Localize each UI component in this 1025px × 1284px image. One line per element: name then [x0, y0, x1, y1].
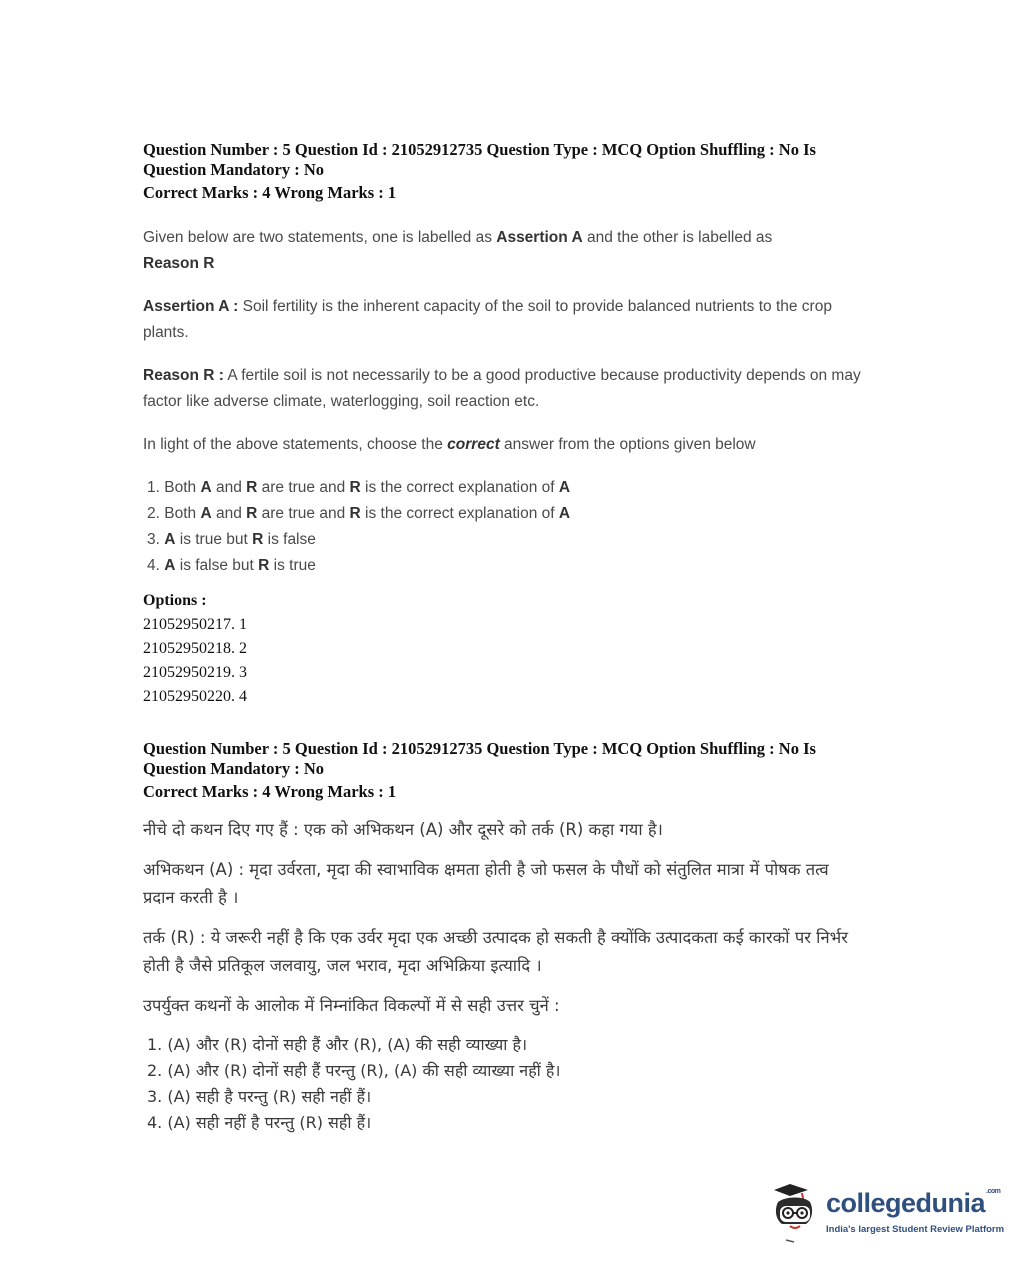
choice-item-hi: 2. (A) और (R) दोनों सही हैं परन्तु (R), (A) की सही व्याख्या नहीं है।: [147, 1061, 561, 1080]
options-title: Options :: [143, 592, 207, 609]
assertion-text: Soil fertility is the inherent capacity of the soil to provide balanced nutrients to the crop plants.: [143, 298, 832, 341]
choice-bold: R: [246, 505, 258, 522]
meta-line-3: Correct Marks : 4 Wrong Marks : 1: [143, 782, 397, 801]
choice-bold: R: [349, 505, 361, 522]
question-instruction-hi: उपर्युक्त कथनों के आलोक में निम्नांकित विकल्पों में से सही उत्तर चुनें :: [143, 996, 560, 1015]
choice-item-hi: 4. (A) सही नहीं है परन्तु (R) सही हैं।: [147, 1113, 372, 1132]
choice-text: 4.: [147, 557, 165, 574]
option-id: 21052950220. 4: [143, 688, 247, 705]
choice-text: is true: [269, 557, 316, 574]
option-id: 21052950217. 1: [143, 616, 247, 633]
choice-item: [147, 501, 863, 527]
assertion-statement-hi: अभिकथन (A) : मृदा उर्वरता, मृदा की स्वाभाविक क्षमता होती है जो फसल के पौधों को संतुलित मात्रा में पोषक तत्व प्रदान करती है ।: [143, 860, 829, 907]
choice-item-hi: 3. (A) सही है परन्तु (R) सही नहीं हैं।: [147, 1087, 372, 1106]
choice-bold: A: [200, 479, 212, 496]
choice-list-hi: [147, 1032, 863, 1136]
choice-bold: R: [258, 557, 270, 574]
choice-bold: R: [349, 479, 361, 496]
assertion-label: Assertion A :: [143, 298, 239, 315]
meta-line-1: Question Number : 5 Question Id : 21052912735 Question Type : MCQ Option Shuffling : No Is: [143, 739, 816, 758]
choice-item: [147, 475, 863, 501]
intro-assertion-label: Assertion A: [496, 229, 583, 246]
question-meta-hi: [143, 739, 863, 802]
choice-text: is false: [263, 531, 316, 548]
choice-text: is the correct explanation of: [360, 505, 559, 522]
choice-text: 3.: [147, 531, 165, 548]
choice-bold: A: [164, 557, 176, 574]
meta-line-1: Question Number : 5 Question Id : 21052912735 Question Type : MCQ Option Shuffling : No Is: [143, 140, 816, 159]
choice-bold: R: [246, 479, 258, 496]
exam-page: [143, 140, 863, 1136]
logo-wordmark: [826, 1188, 1000, 1219]
choice-text: is true but: [175, 531, 253, 548]
choice-text: 1. Both: [147, 479, 201, 496]
intro-text: Given below are two statements, one is labelled as: [143, 229, 497, 246]
logo-name: collegedunia: [826, 1188, 986, 1218]
choice-item: [147, 553, 863, 579]
logo-tagline: India's largest Student Review Platform: [826, 1224, 1005, 1235]
question-instruction: [143, 432, 863, 458]
mascot-icon: [768, 1180, 824, 1246]
choice-bold: A: [558, 479, 571, 496]
choice-text: is the correct explanation of: [360, 479, 559, 496]
choice-text: and: [211, 479, 247, 496]
options-block: [143, 589, 863, 709]
choice-bold: R: [252, 531, 264, 548]
question-intro-hi: नीचे दो कथन दिए गए हैं : एक को अभिकथन (A) और दूसरे को तर्क (R) कहा गया है।: [143, 820, 663, 839]
choice-item: [147, 527, 863, 553]
instruction-text: In light of the above statements, choose the: [143, 436, 448, 453]
question-intro: [143, 225, 863, 277]
choice-text: 2. Both: [147, 505, 201, 522]
instruction-emphasis: correct: [447, 436, 500, 453]
reason-statement: [143, 363, 863, 415]
meta-line-2: Question Mandatory : No: [143, 160, 325, 179]
choice-text: are true and: [257, 505, 350, 522]
choice-list-en: [147, 475, 863, 579]
question-meta-en: [143, 140, 863, 203]
choice-item-hi: 1. (A) और (R) दोनों सही हैं और (R), (A) की सही व्याख्या है।: [147, 1035, 528, 1054]
instruction-text-2: answer from the options given below: [499, 436, 756, 453]
option-id: 21052950219. 3: [143, 664, 247, 681]
reason-statement-hi: तर्क (R) : ये जरूरी नहीं है कि एक उर्वर मृदा एक अच्छी उत्पादक हो सकती है क्योंकि उत्पादकता कई कारकों पर निर्भर होती है जैसे प्रतिकूल जलवायु, जल भराव, मृदा अभिक्रिया इत्यादि ।: [143, 928, 848, 975]
choice-bold: A: [164, 531, 176, 548]
logo-com: .com: [986, 1188, 1001, 1195]
meta-line-3: Correct Marks : 4 Wrong Marks : 1: [143, 183, 397, 202]
reason-text: A fertile soil is not necessarily to be a good productive because productivity depends on may factor like adverse climate, waterlogging, soil reaction etc.: [143, 367, 861, 410]
choice-text: is false but: [175, 557, 259, 574]
question-body-en: [143, 225, 863, 579]
choice-bold: A: [200, 505, 212, 522]
reason-label: Reason R :: [143, 367, 224, 384]
assertion-statement: [143, 294, 863, 346]
choice-text: and: [211, 505, 247, 522]
choice-text: are true and: [257, 479, 350, 496]
choice-bold: A: [558, 505, 571, 522]
intro-text-2: and the other is labelled as: [582, 229, 773, 246]
intro-reason-label: Reason R: [143, 255, 215, 272]
option-id: 21052950218. 2: [143, 640, 247, 657]
collegedunia-logo: [768, 1180, 1005, 1250]
question-body-hi: [143, 816, 863, 1136]
meta-line-2: Question Mandatory : No: [143, 759, 325, 778]
